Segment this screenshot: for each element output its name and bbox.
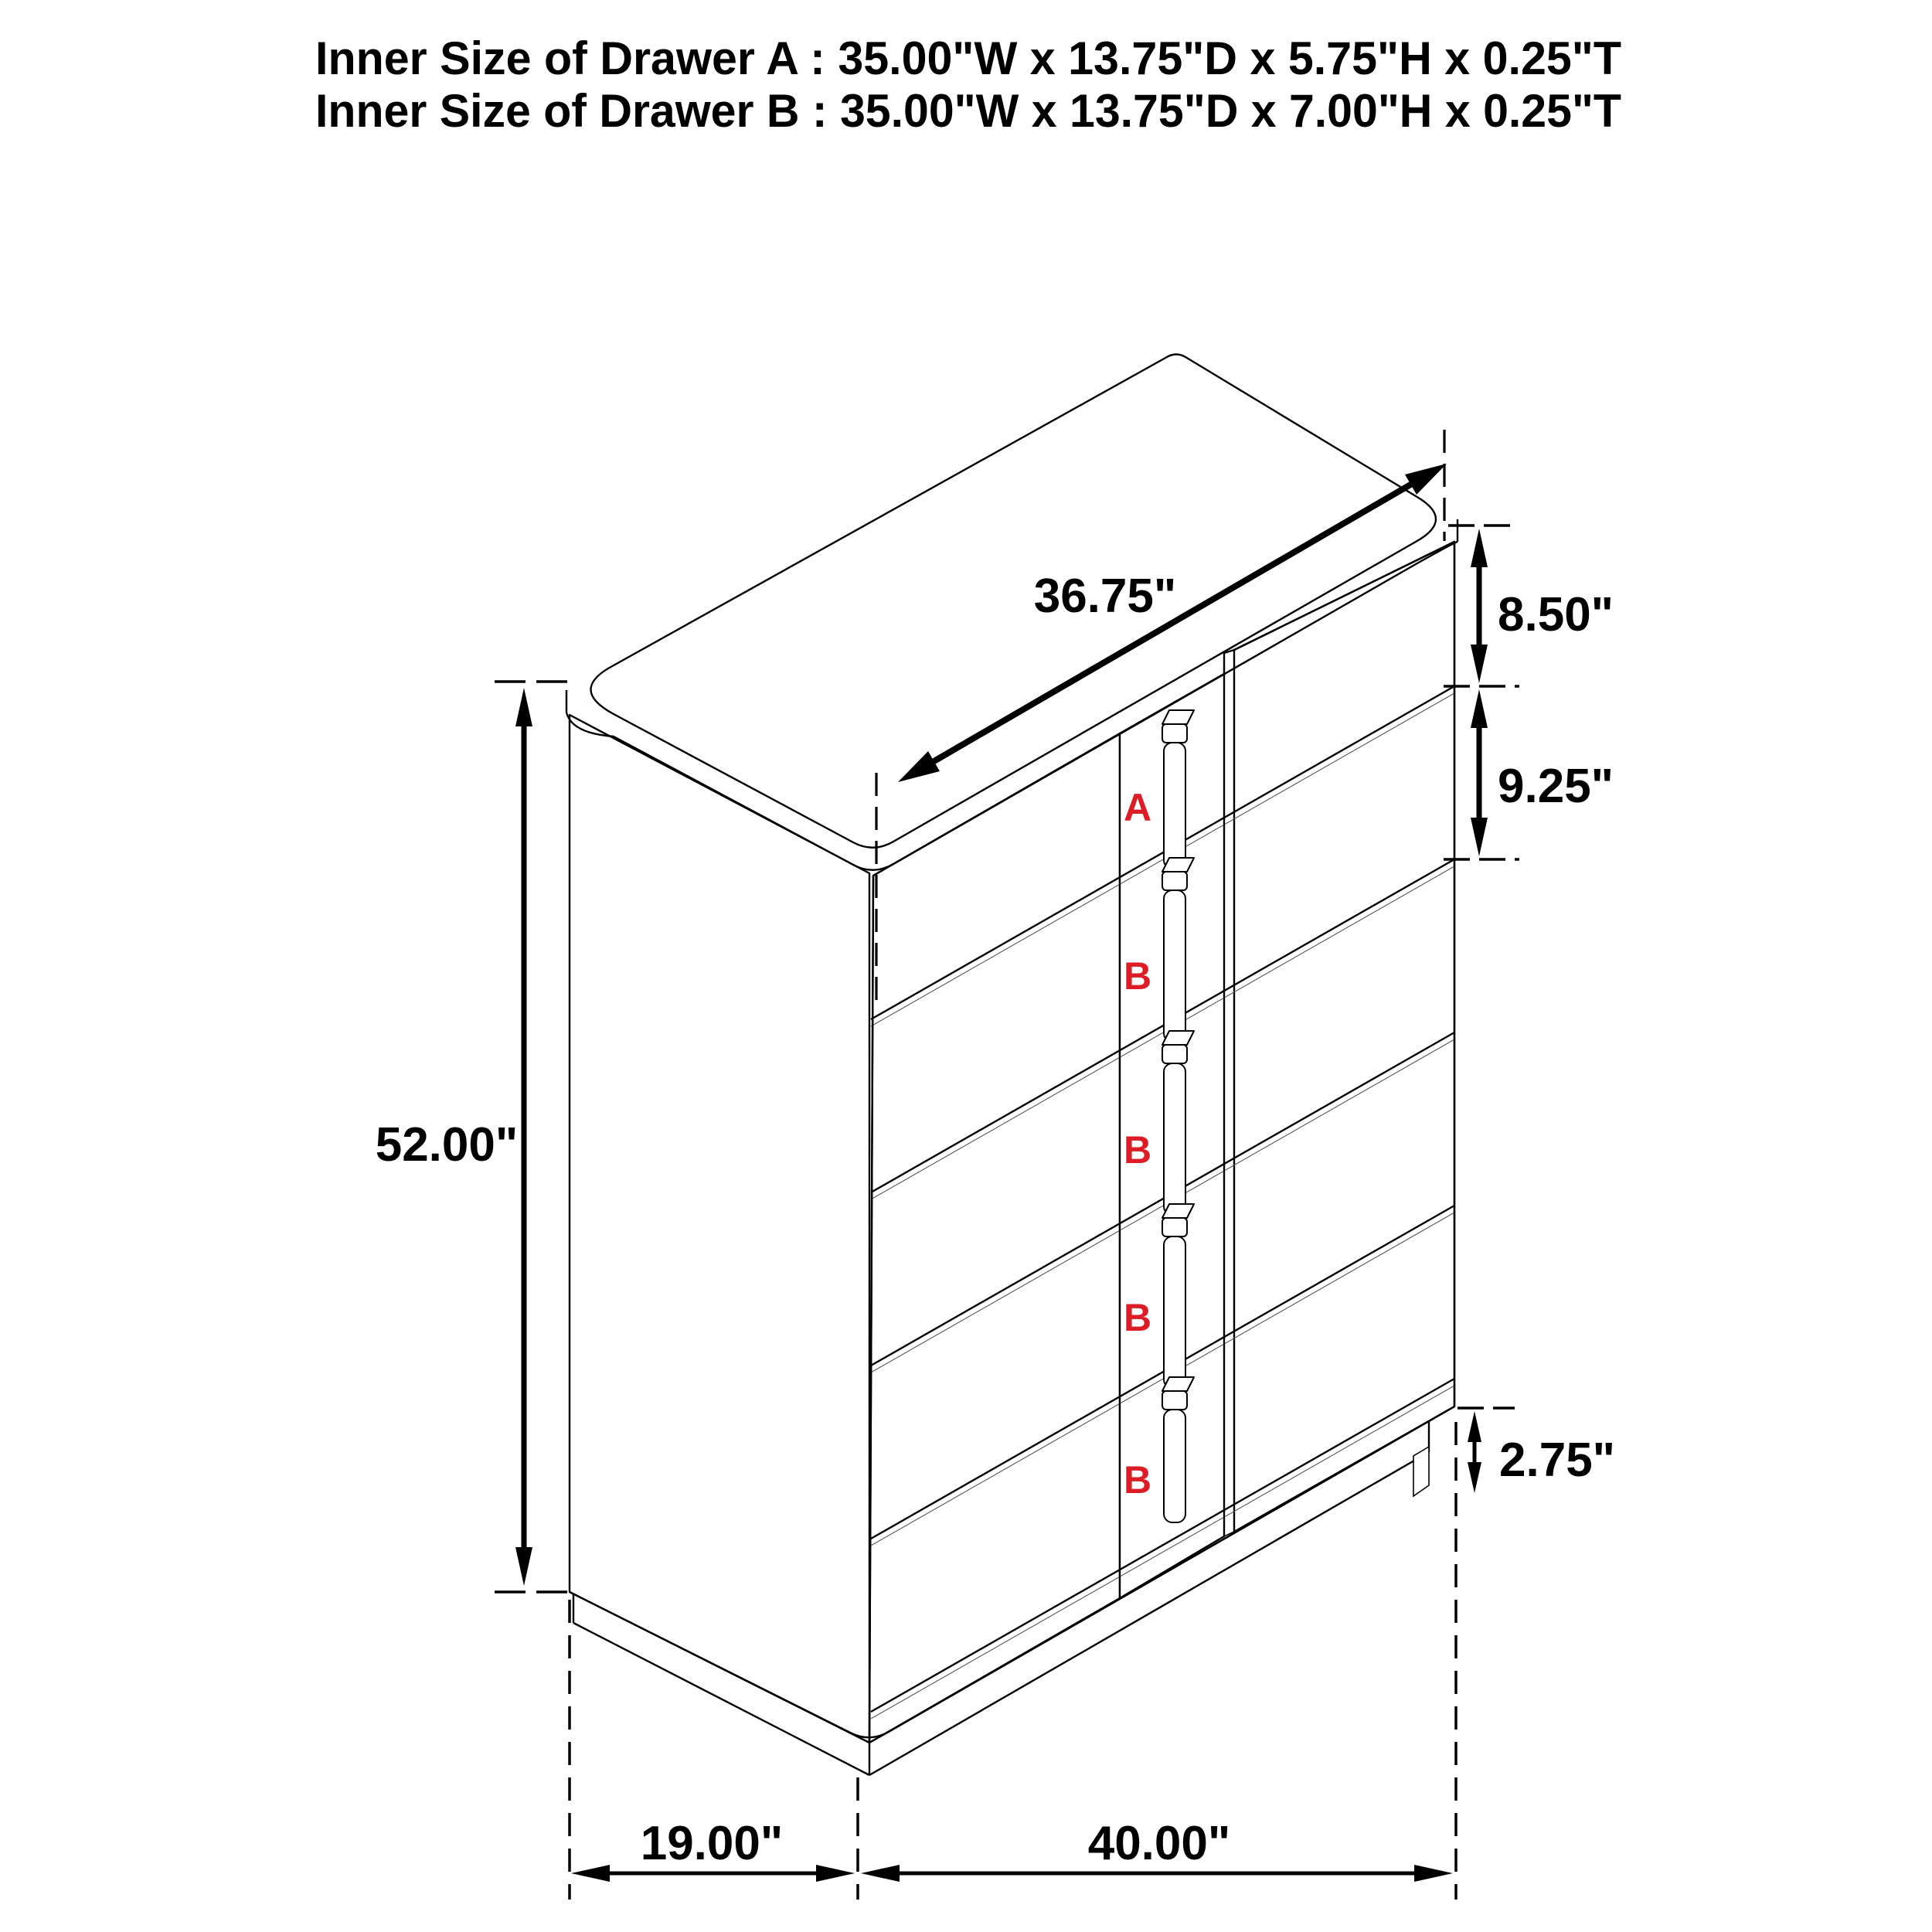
dimension-base-height	[1458, 1408, 1615, 1493]
cabinet-left-side-panel	[570, 715, 869, 1743]
handle-cap	[1162, 872, 1187, 890]
dimension-label-base-height: 2.75"	[1499, 1434, 1616, 1487]
arrowhead	[515, 688, 532, 726]
title-line-2: Inner Size of Drawer B : 35.00"W x 13.75"D x 7.00"H x 0.25"T	[315, 85, 1621, 137]
arrowhead	[861, 1865, 900, 1882]
drawer-letter-b4: B	[1123, 1458, 1152, 1502]
handle-cap	[1162, 1218, 1187, 1236]
arrowhead	[1471, 529, 1488, 567]
handle-bar	[1164, 1236, 1185, 1388]
drawer-letter-b1: B	[1123, 954, 1152, 998]
dimension-label-total-height: 52.00"	[375, 1118, 519, 1172]
handle-cap	[1162, 1045, 1187, 1063]
arrowhead	[816, 1865, 855, 1882]
handle-bar	[1164, 1410, 1185, 1522]
title-line-1: Inner Size of Drawer A : 35.00"W x 13.75"D x 5.75"H x 0.25"T	[315, 32, 1621, 84]
top-surface	[591, 355, 1437, 848]
plinth-right-face	[1413, 1447, 1429, 1496]
arrowhead	[1405, 464, 1447, 495]
title	[315, 32, 1621, 137]
arrowhead	[1468, 1411, 1481, 1442]
arrowhead	[571, 1865, 610, 1882]
arrowhead	[1471, 689, 1488, 728]
front-fluted-section-right	[1234, 542, 1454, 1532]
dimension-label-drawer-b-height: 9.25"	[1498, 760, 1614, 813]
handle-bar	[1164, 890, 1185, 1042]
dimension-label-front-width: 40.00"	[1087, 1817, 1231, 1870]
dimension-label-drawer-a-height: 8.50"	[1498, 588, 1614, 641]
handle-cap	[1162, 1391, 1187, 1410]
arrowhead	[1471, 645, 1488, 683]
arrowhead	[1414, 1865, 1453, 1882]
drawer-letter-b3: B	[1123, 1296, 1152, 1339]
dimension-drawer-b-height	[1444, 689, 1614, 859]
cabinet-drawing	[566, 355, 1458, 1776]
dimension-drawer-a-height	[1444, 526, 1614, 686]
drawer-letter-b2: B	[1123, 1128, 1152, 1172]
dimension-label-top-width: 36.75"	[1033, 570, 1177, 623]
arrowhead	[1468, 1462, 1481, 1493]
handle-cap	[1162, 724, 1187, 743]
drawer-letter-a: A	[1123, 786, 1152, 829]
dimension-label-depth: 19.00"	[640, 1817, 784, 1870]
handle-bar	[1164, 743, 1185, 869]
arrowhead	[515, 1547, 532, 1586]
arrowhead	[1471, 818, 1488, 856]
handle-bar	[1164, 1063, 1185, 1215]
dimension-total-height	[376, 682, 575, 1592]
